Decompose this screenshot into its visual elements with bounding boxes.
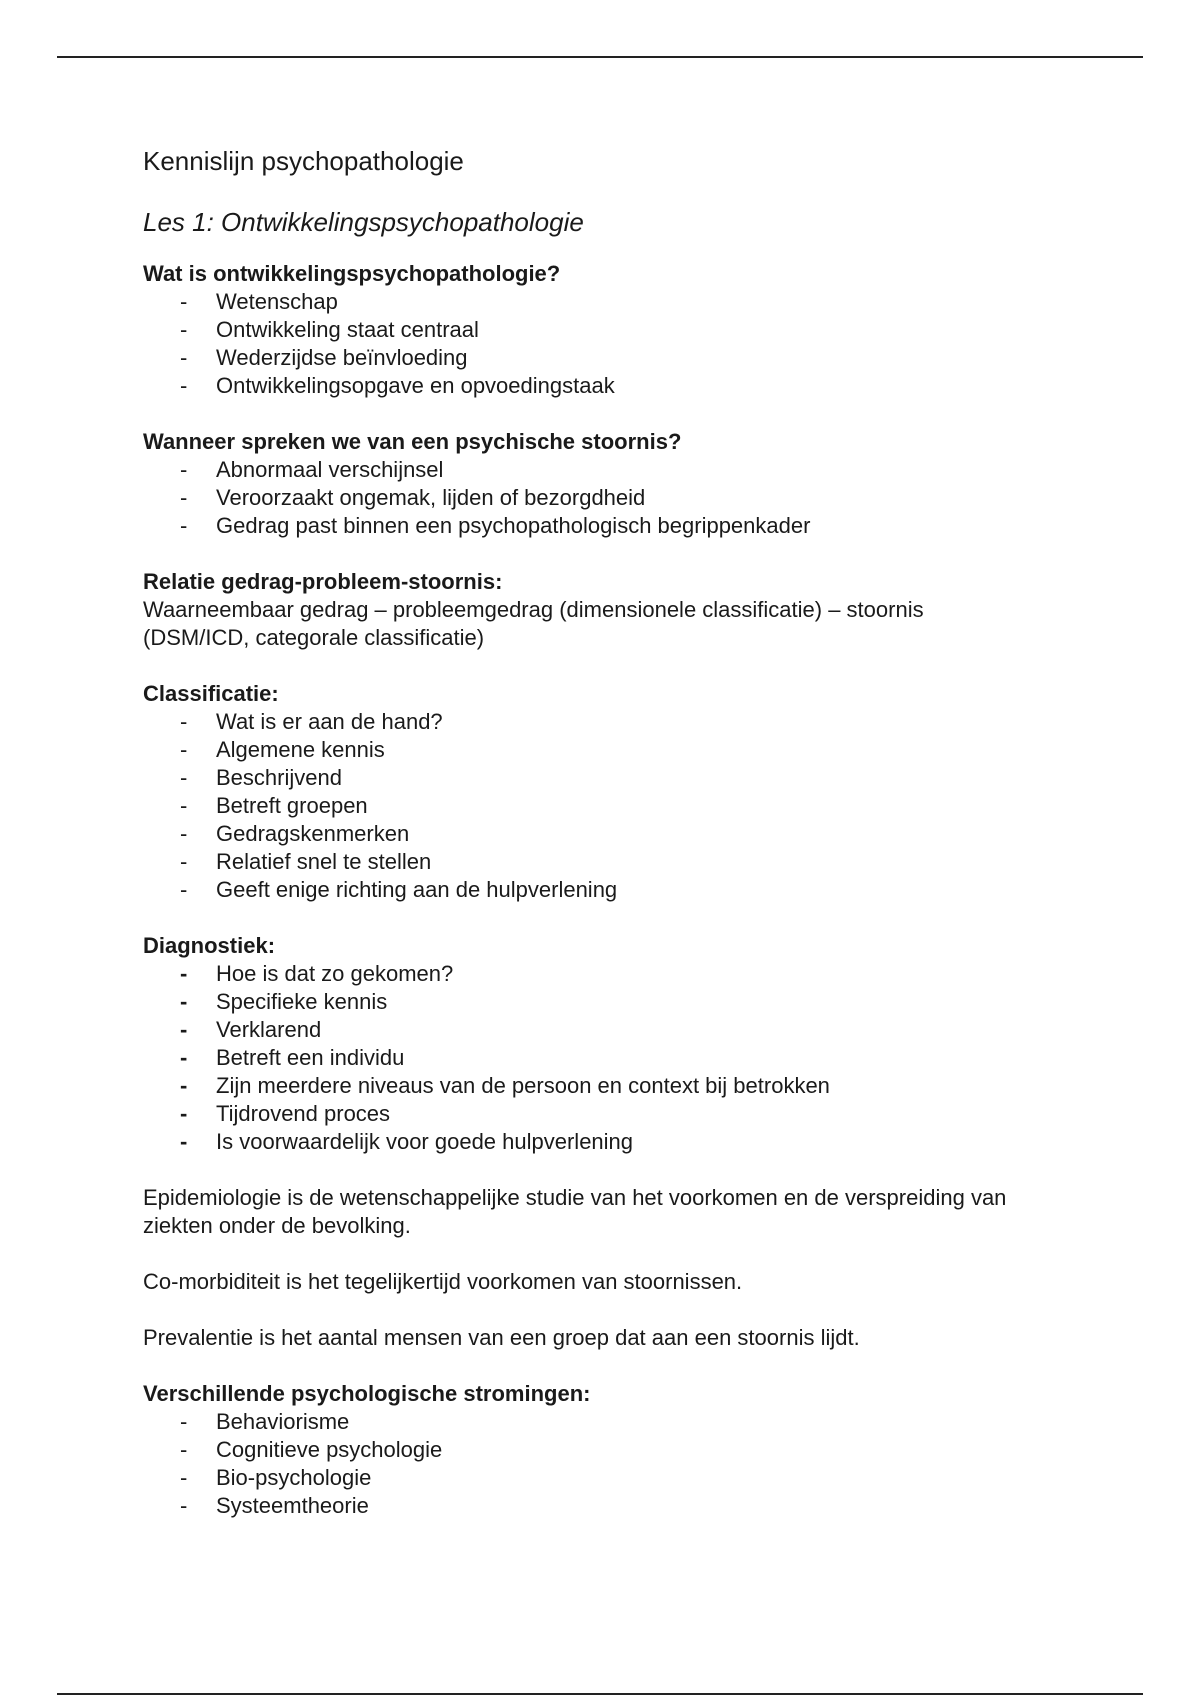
list-item: - Veroorzaakt ongemak, lijden of bezorgdheid [180,485,646,510]
dash-bullet: - [180,877,188,902]
list-item: - Beschrijvend [180,765,342,790]
dash-bullet: - [180,1129,188,1154]
list-diagnostics [143,960,1103,1156]
dash-bullet: - [180,1493,188,1518]
list-item: - Wederzijdse beïnvloeding [180,345,468,370]
dash-bullet: - [180,849,188,874]
dash-bullet: - [180,373,188,398]
document-page [143,144,1103,1520]
dash-bullet: - [180,989,188,1014]
dash-bullet: - [180,793,188,818]
dash-bullet: - [180,345,188,370]
dash-bullet: - [180,289,188,314]
document-title: Kennislijn psychopathologie [143,146,464,176]
list-item: - Gedragskenmerken [180,821,410,846]
list-item: - Betreft een individu [180,1045,405,1070]
list-item: - Systeemtheorie [180,1493,369,1518]
dash-bullet: - [180,1465,188,1490]
section-heading-when: Wanneer spreken we van een psychische stoornis? [143,429,682,454]
relation-text: Waarneembaar gedrag – probleemgedrag (dimensionele classificatie) – stoornis (DSM/ICD, categorale classificatie) [143,597,924,650]
list-item: - Ontwikkeling staat centraal [180,317,479,342]
lesson-title: Les 1: Ontwikkelingspsychopathologie [143,207,584,237]
dash-bullet: - [180,821,188,846]
dash-bullet: - [180,1101,188,1126]
dash-bullet: - [180,765,188,790]
list-item: - Ontwikkelingsopgave en opvoedingstaak [180,373,615,398]
list-item: - Zijn meerdere niveaus van de persoon en context bij betrokken [180,1073,830,1098]
list-item: - Tijdrovend proces [180,1101,391,1126]
list-item: - Relatief snel te stellen [180,849,432,874]
list-item: - Gedrag past binnen een psychopathologisch begrippenkader [180,513,811,538]
dash-bullet: - [180,485,188,510]
definition-prevalence: Prevalentie is het aantal mensen van een groep dat aan een stoornis lijdt. [143,1325,860,1350]
list-when [143,456,1103,540]
list-schools [143,1408,1103,1520]
section-heading-classification: Classificatie: [143,681,279,706]
list-item: - Is voorwaardelijk voor goede hulpverlening [180,1129,634,1154]
list-item: - Algemene kennis [180,737,385,762]
dash-bullet: - [180,1409,188,1434]
section-heading-schools: Verschillende psychologische stromingen: [143,1381,591,1406]
list-item: - Wetenschap [180,289,338,314]
header-rule [57,56,1143,58]
list-item: - Specifieke kennis [180,989,388,1014]
dash-bullet: - [180,1045,188,1070]
definition-comorbidity: Co-morbiditeit is het tegelijkertijd voorkomen van stoornissen. [143,1269,743,1294]
dash-bullet: - [180,1017,188,1042]
dash-bullet: - [180,1073,188,1098]
dash-bullet: - [180,709,188,734]
list-item: - Geeft enige richting aan de hulpverlening [180,877,618,902]
list-item: - Abnormaal verschijnsel [180,457,444,482]
list-item: - Hoe is dat zo gekomen? [180,961,454,986]
list-item: - Wat is er aan de hand? [180,709,443,734]
dash-bullet: - [180,457,188,482]
dash-bullet: - [180,513,188,538]
section-heading-relation: Relatie gedrag-probleem-stoornis: [143,569,503,594]
section-heading-what-is: Wat is ontwikkelingspsychopathologie? [143,261,561,286]
list-item: - Behaviorisme [180,1409,350,1434]
dash-bullet: - [180,317,188,342]
list-item: - Verklarend [180,1017,322,1042]
footer-rule [57,1693,1143,1695]
definition-epidemiology: Epidemiologie is de wetenschappelijke studie van het voorkomen en de verspreiding van ziekten onder de bevolking. [143,1185,1007,1238]
list-item: - Cognitieve psychologie [180,1437,443,1462]
list-classification [143,708,1103,904]
dash-bullet: - [180,1437,188,1462]
list-what-is [143,288,1103,400]
list-item: - Bio-psychologie [180,1465,372,1490]
list-item: - Betreft groepen [180,793,368,818]
section-heading-diagnostics: Diagnostiek: [143,933,276,958]
dash-bullet: - [180,961,188,986]
dash-bullet: - [180,737,188,762]
